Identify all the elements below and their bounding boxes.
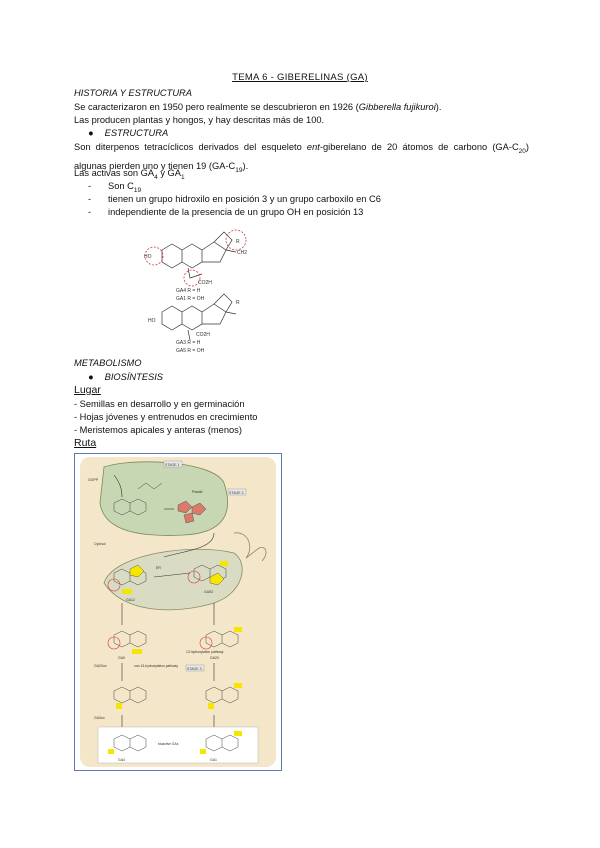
ga20ox-label: GA20ox [94,664,107,668]
structure-paragraph: Son diterpenos tetracíclicos derivados del esqueleto ent-giberelano de 20 átomos de carbono $(GA-C_{20})$ algunas pierden uno y tienen 19 $(GA-C_{19})$. [74,142,529,174]
ga12-label: GA12 [126,598,135,602]
list-item: - tienen un grupo hidroxilo en posición 3 y un grupo carboxilo en C6 [88,194,381,204]
ga3-label: GA3 R = H [176,340,201,346]
ga4-label: GA4 R = H [176,288,201,294]
list-item: - Son $C_{19}$ [88,181,142,194]
r-label-2: R [236,300,240,306]
biosynthesis-bullet: ● BIOSÍNTESIS [88,372,164,382]
ga5-label: GA5 R = OH [176,348,205,354]
bioactive-label: bioactive GAs [158,742,179,746]
er-label: ER [156,566,161,570]
co2h-label-2: CO2H [196,332,210,338]
non-13-label: non-13-hydroxylation pathway [134,664,178,668]
ga9-label: GA9 [118,656,126,660]
ga3ox-label: GA3ox [94,716,105,720]
ga20-label: GA20 [210,656,219,660]
stage-1-label: STAGE 1 [165,463,180,467]
co2h-label: CO2H [198,280,212,286]
place-item: - Hojas jóvenes y entrenudos en crecimiento [74,412,258,422]
place-item: - Meristemos apicales y anteras (menos) [74,425,242,435]
history-line-2: Las producen plantas y hongos, y hay descritas más de 100. [74,115,325,125]
history-line-1: Se caracterizaron en 1950 pero realmente se descubrieron en 1926 (Gibberella fujikuroi). [74,102,442,112]
r-label: R [236,239,240,245]
ho-label: HO [144,254,152,260]
ch2-label: CH2 [237,250,248,256]
stage-3-label: STAGE 3 [187,667,202,671]
actives-line: Las activas son $GA_4$ y $GA_1$ [74,168,185,181]
list-item: - independiente de la presencia de un grupo OH en posición 13 [88,207,364,217]
ga4-label: GA4 [118,758,126,762]
history-heading: HISTORIA Y ESTRUCTURA [74,88,192,98]
gibberellin-structures-figure [140,222,265,357]
place-heading: Lugar [74,384,101,396]
plastid-label: Plastid [192,490,203,494]
place-item: - Semillas en desarrollo y en germinación [74,399,245,409]
page-title: TEMA 6 - GIBERELINAS (GA) [232,72,368,83]
ga53-label: GA53 [204,590,213,594]
structure-bullet: ● ESTRUCTURA [88,128,169,138]
ggpp-label: GGPP [88,478,99,482]
metabolism-heading: METABOLISMO [74,358,142,368]
plastid-compartment [100,462,228,536]
ga1-label: GA1 R = OH [176,296,205,302]
gibberellin-biosynthesis-pathway-figure [74,453,282,771]
ho-label-2: HO [148,318,156,324]
stage-2-label: STAGE 2 [229,491,244,495]
route-heading: Ruta [74,437,97,449]
ga1-label: GA1 [210,758,218,762]
cytosol-label: Cytosol [94,542,106,546]
13-hydroxylation-label: 13-hydroxylation pathway [186,650,224,654]
